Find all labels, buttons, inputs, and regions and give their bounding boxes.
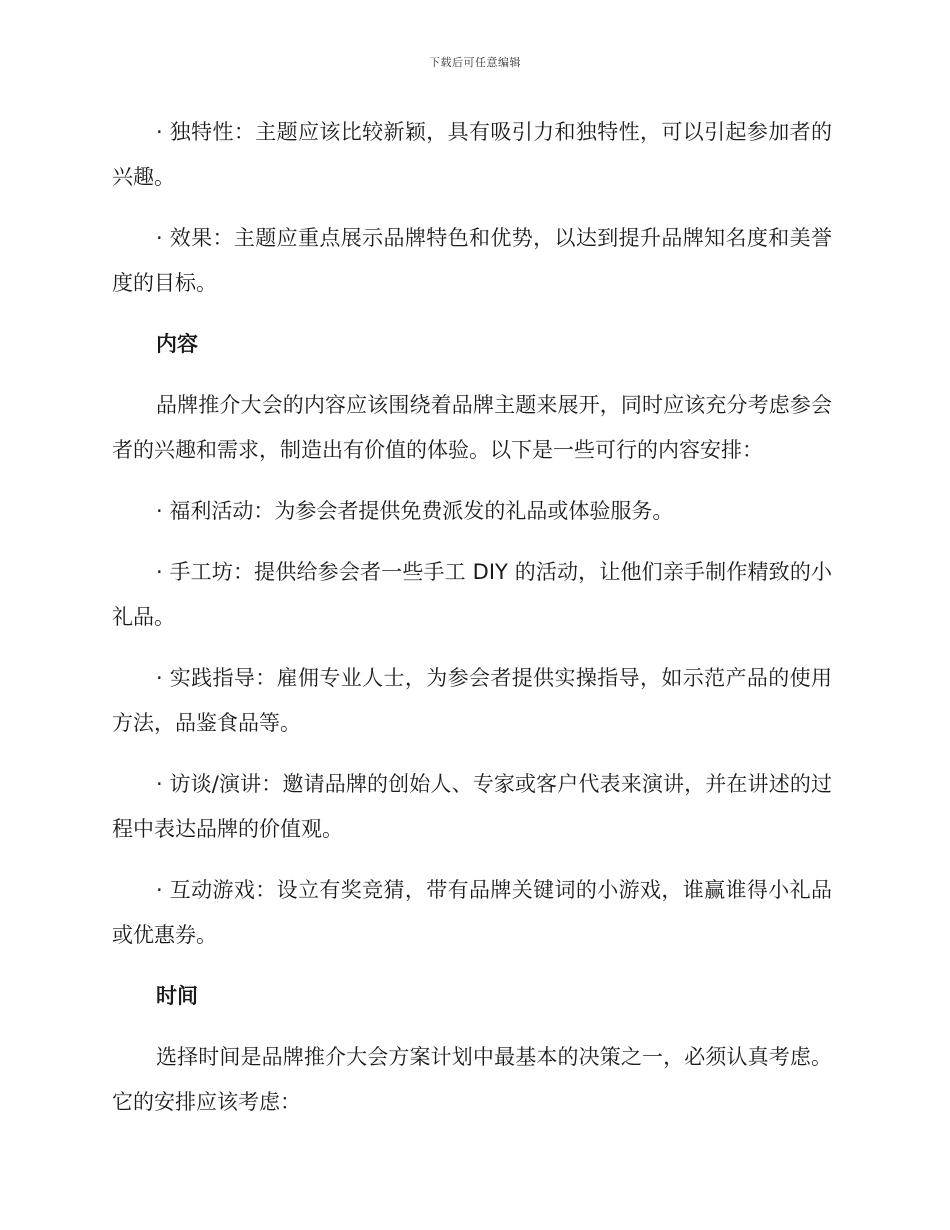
header-note: 下载后可任意编辑 (429, 56, 521, 69)
bullet-practical-guidance: · 实践指导：雇佣专业人士，为参会者提供实操指导，如示范产品的使用方法，品鉴食品等。 (112, 666, 832, 735)
section-heading-time: 时间 (156, 984, 198, 1008)
bullet-workshop: · 手工坊：提供给参会者一些手工 DIY 的活动，让他们亲手制作精致的小礼品。 (112, 560, 832, 629)
content-intro-paragraph: 品牌推介大会的内容应该围绕着品牌主题来展开，同时应该充分考虑参会者的兴趣和需求，制造出有价值的体验。以下是一些可行的内容安排： (112, 393, 832, 462)
bullet-effect: · 效果：主题应重点展示品牌特色和优势，以达到提升品牌知名度和美誉度的目标。 (112, 226, 832, 295)
document-body (112, 110, 832, 1141)
bullet-interview-speech: · 访谈/演讲：邀请品牌的创始人、专家或客户代表来演讲，并在讲述的过程中表达品牌的价值观。 (112, 772, 832, 841)
bullet-interactive-games: · 互动游戏：设立有奖竞猜，带有品牌关键词的小游戏，谁赢谁得小礼品或优惠券。 (112, 878, 832, 947)
bullet-welfare-activity: · 福利活动：为参会者提供免费派发的礼品或体验服务。 (156, 499, 674, 523)
time-intro-paragraph: 选择时间是品牌推介大会方案计划中最基本的决策之一，必须认真考虑。它的安排应该考虑： (112, 1045, 832, 1114)
bullet-uniqueness: · 独特性：主题应该比较新颖，具有吸引力和独特性，可以引起参加者的兴趣。 (112, 120, 832, 189)
section-heading-content: 内容 (156, 332, 198, 356)
